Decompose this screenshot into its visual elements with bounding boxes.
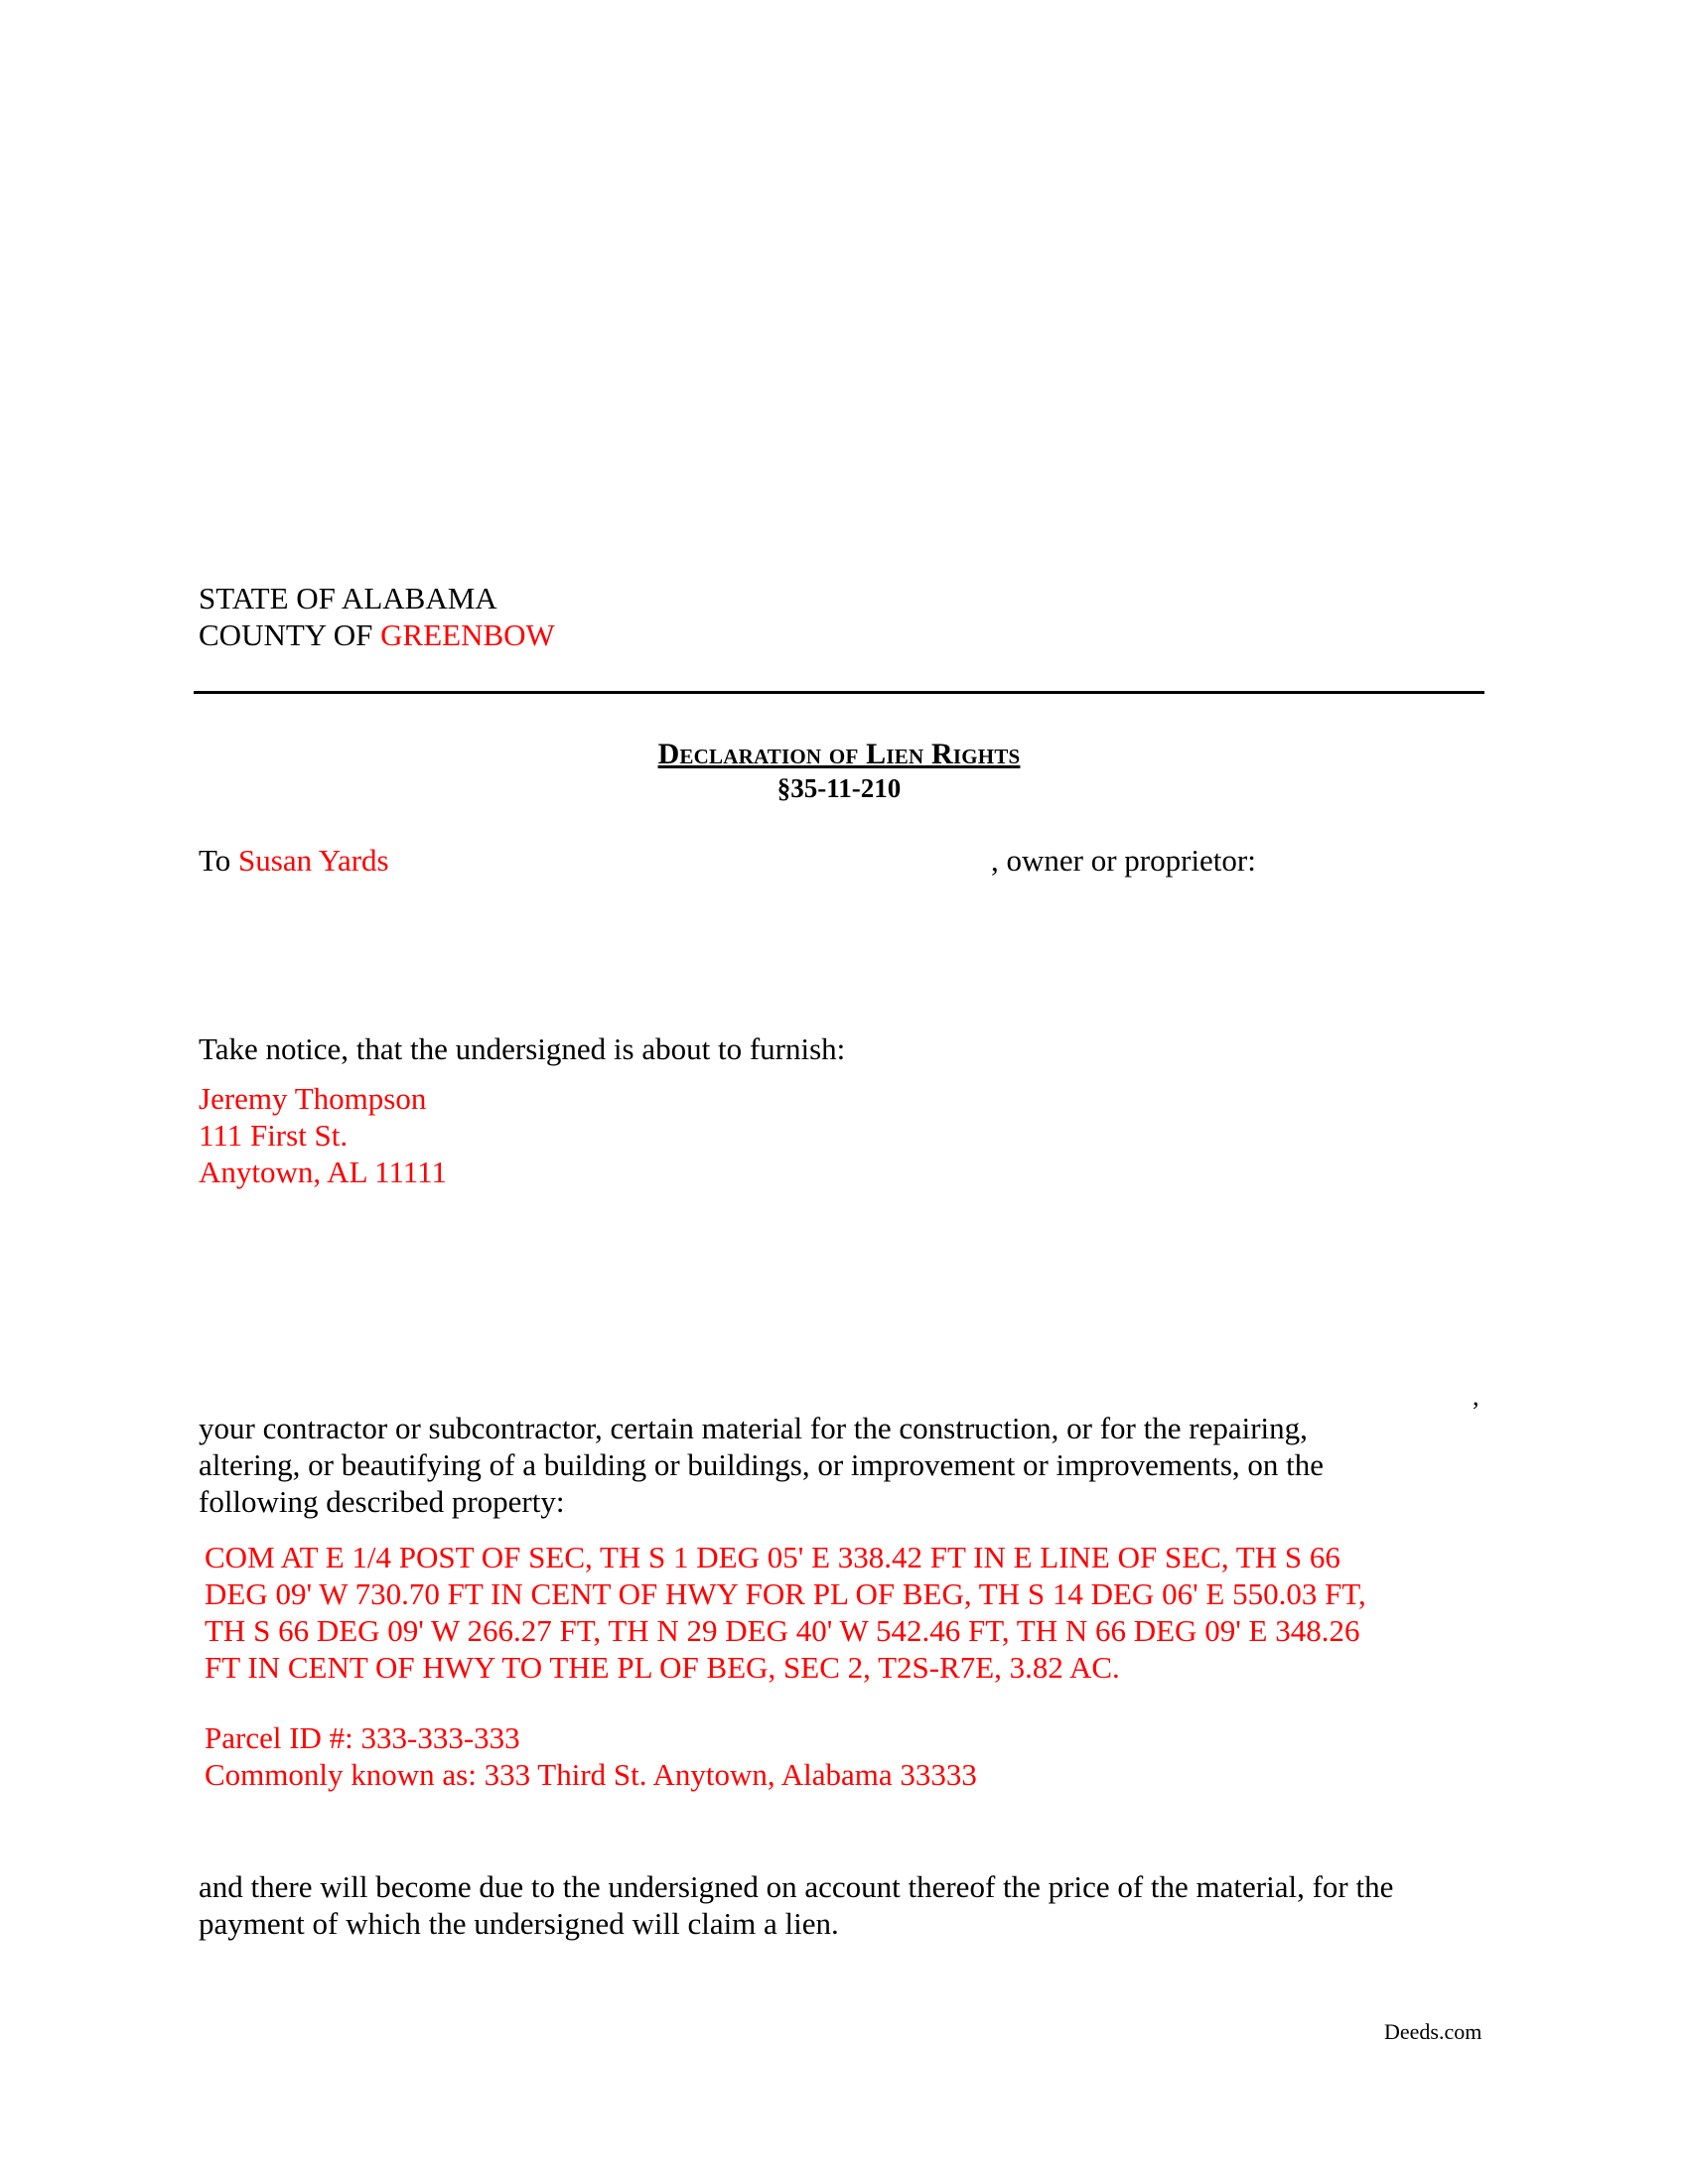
owner-role-text: , owner or proprietor: (991, 843, 1256, 878)
title-heading: Declaration of Lien Rights (657, 738, 1021, 770)
addressee-line (199, 842, 389, 879)
legal-description-line: COM AT E 1/4 POST OF SEC, TH S 1 DEG 05' E 338.42 FT IN E LINE OF SEC, TH S 66 (205, 1540, 1340, 1574)
venue-block (199, 580, 555, 653)
owner-name: Susan Yards (238, 843, 389, 878)
legal-description (205, 1539, 1366, 1686)
county-name: GREENBOW (380, 617, 555, 652)
legal-description-line: FT IN CENT OF HWY TO THE PL OF BEG, SEC 2, T2S-R7E, 3.82 AC. (205, 1650, 1120, 1685)
furnisher-address-block (199, 1080, 447, 1190)
lien-claim-paragraph (199, 1868, 1393, 1942)
statute-reference: §35-11-210 (776, 773, 902, 803)
parcel-id: Parcel ID #: 333-333-333 (205, 1720, 520, 1755)
paragraph-line: payment of which the undersigned will claim a lien. (199, 1906, 839, 1941)
furnisher-name: Jeremy Thompson (199, 1081, 427, 1116)
horizontal-divider (194, 691, 1484, 694)
notice-intro: Take notice, that the undersigned is about to furnish: (199, 1031, 846, 1066)
legal-description-line: DEG 09' W 730.70 FT IN CENT OF HWY FOR PL OF BEG, TH S 14 DEG 06' E 550.03 FT, (205, 1576, 1366, 1611)
county-line (199, 616, 555, 653)
addressee-prefix: To (199, 843, 239, 878)
county-prefix: COUNTY OF (199, 617, 381, 652)
parcel-block (205, 1719, 977, 1793)
legal-description-line: TH S 66 DEG 09' W 266.27 FT, TH N 29 DEG 40' W 542.46 FT, TH N 66 DEG 09' E 348.26 (205, 1613, 1360, 1648)
commonly-known-address: Commonly known as: 333 Third St. Anytown, Alabama 33333 (205, 1757, 977, 1792)
paragraph-line: following described property: (199, 1484, 565, 1519)
trailing-comma: , (1473, 1382, 1479, 1411)
footer-brand: Deeds.com (1384, 2019, 1482, 2044)
paragraph-line: your contractor or subcontractor, certain material for the construction, or for the repairing, (199, 1411, 1308, 1445)
furnisher-street: 111 First St. (199, 1118, 349, 1153)
paragraph-line: altering, or beautifying of a building or buildings, or improvement or improvements, on the (199, 1447, 1324, 1482)
furnisher-city: Anytown, AL 11111 (199, 1155, 447, 1189)
document-title (194, 737, 1484, 772)
state-line: STATE OF ALABAMA (199, 581, 497, 615)
paragraph-line: and there will become due to the undersigned on account thereof the price of the material, for the (199, 1869, 1394, 1904)
contractor-paragraph (199, 1410, 1324, 1520)
